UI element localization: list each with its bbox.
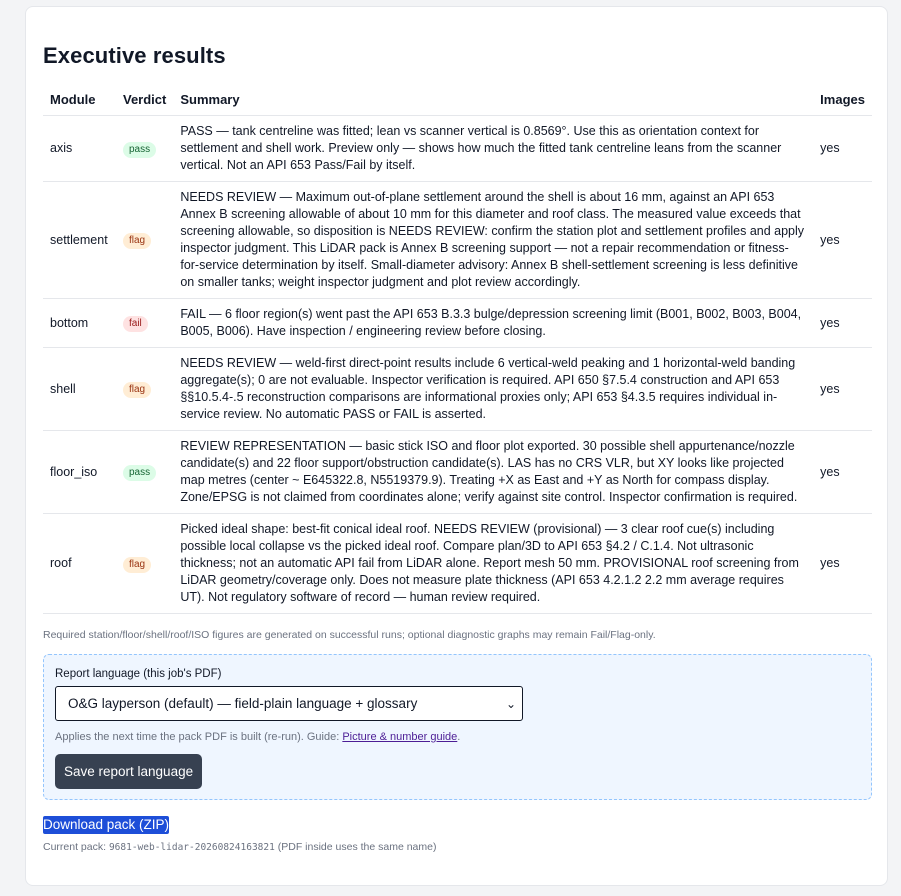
table-row <box>43 348 872 431</box>
report-language-label: Report language (this job's PDF) <box>55 668 222 680</box>
module-cell: axis <box>43 116 116 182</box>
summary-cell: NEEDS REVIEW — Maximum out-of-plane settlement around the shell is about 16 mm, against an API 653 Annex B screening allowable of about 10 mm for this diameter and roof class. The measured value exceeds that screening allowable, so disposition is NEEDS REVIEW: confirm the station plot and settlement profiles and apply inspector judgment. This LiDAR pack is Annex B screening support — not a repair recommendation or fitness-for-service determination by itself. Small-diameter advisory: Annex B shell-settlement screening is less definitive on smaller tanks; weight inspector judgment and plot review accordingly. <box>173 182 813 299</box>
pack-name: 9681-web-lidar-20260824163821 <box>108 842 275 853</box>
images-cell: yes <box>813 116 872 182</box>
hint-suffix: . <box>457 731 461 743</box>
images-cell: yes <box>813 299 872 348</box>
images-cell: yes <box>813 431 872 514</box>
module-cell: shell <box>43 348 116 431</box>
module-cell: bottom <box>43 299 116 348</box>
download-pack-button[interactable]: Download pack (ZIP) <box>43 817 170 832</box>
hint-text: Applies the next time the pack PDF is built (re-run). Guide: <box>55 731 343 743</box>
page-title: Executive results <box>43 43 226 68</box>
images-cell: yes <box>813 514 872 614</box>
table-row <box>43 182 872 299</box>
column-header-verdict: Verdict <box>116 85 173 116</box>
results-table <box>43 85 872 614</box>
verdict-badge: flag <box>123 233 151 249</box>
results-card <box>25 6 888 886</box>
summary-cell: Picked ideal shape: best-fit conical ideal roof. NEEDS REVIEW (provisional) — 3 clear roof cue(s) including possible local collapse vs the picked ideal roof. Compare plan/3D to API 653 §4.2 / C.1.4. Not ultrasonic thickness; not an automatic API fail from LiDAR alone. Report mesh 50 mm. PROVISIONAL roof screening from LiDAR geometry/coverage only. Does not measure plate thickness (API 653 4.2.1.2 2.2 mm average requires UT). Not regulatory software of record — human review required. <box>173 514 813 614</box>
module-cell: roof <box>43 514 116 614</box>
verdict-badge: fail <box>123 316 148 332</box>
verdict-badge: flag <box>123 382 151 398</box>
module-cell: floor_iso <box>43 431 116 514</box>
table-row <box>43 299 872 348</box>
chevron-down-icon: ⌄ <box>505 696 516 711</box>
summary-cell: REVIEW REPRESENTATION — basic stick ISO and floor plot exported. 30 possible shell appurtenance/nozzle candidate(s) and 22 floor support/obstruction candidate(s). LAS has no CRS VLR, but XY looks like projected map metres (center ~ E645322.8, N5519379.9). Treating +X as East and +Y as North for compass display. Zone/EPSG is not claimed from coordinates alone; verify against site control. Inspector confirmation is required. <box>173 431 813 514</box>
verdict-badge: flag <box>123 557 151 573</box>
summary-cell: PASS — tank centreline was fitted; lean vs scanner vertical is 0.8569°. Use this as orientation context for settlement and shell work. Preview only — shows how much the fitted tank centreline leans from the scanner vertical. Not an API 653 Pass/Fail by itself. <box>173 116 813 182</box>
table-row <box>43 431 872 514</box>
report-language-panel <box>43 654 872 800</box>
column-header-summary: Summary <box>173 85 813 116</box>
report-language-select[interactable] <box>55 686 523 721</box>
summary-cell: NEEDS REVIEW — weld-first direct-point results include 6 vertical-weld peaking and 1 horizontal-weld banding aggregate(s); 0 are not evaluable. Inspector verification is required. API 650 §7.5.4 construction and API 653 §§10.5.4-.5 reconstruction comparisons are informational proxies only; API 653 §4.3.5 requires individual in-service review. No automatic PASS or FAIL is asserted. <box>173 348 813 431</box>
report-language-hint <box>55 730 860 744</box>
verdict-badge: pass <box>123 142 156 158</box>
images-cell: yes <box>813 182 872 299</box>
guide-link[interactable]: Picture & number guide <box>342 731 458 743</box>
table-row <box>43 116 872 182</box>
module-cell: settlement <box>43 182 116 299</box>
report-language-selected: O&G layperson (default) — field-plain language + glossary <box>68 696 418 711</box>
current-pack-prefix: Current pack: <box>43 841 109 853</box>
current-pack-suffix: (PDF inside uses the same name) <box>274 841 437 853</box>
column-header-images: Images <box>813 85 872 116</box>
figures-note: Required station/floor/shell/roof/ISO figures are generated on successful runs; optional diagnostic graphs may remain Fail/Flag-only. <box>43 629 656 641</box>
column-header-module: Module <box>43 85 116 116</box>
images-cell: yes <box>813 348 872 431</box>
verdict-badge: pass <box>123 465 156 481</box>
save-report-language-button[interactable]: Save report language <box>55 754 202 789</box>
summary-cell: FAIL — 6 floor region(s) went past the API 653 B.3.3 bulge/depression screening limit (B001, B002, B003, B004, B005, B006). Have inspection / engineering review before closing. <box>173 299 813 348</box>
current-pack-info <box>43 840 870 855</box>
table-row <box>43 514 872 614</box>
table-header-row <box>43 85 872 116</box>
